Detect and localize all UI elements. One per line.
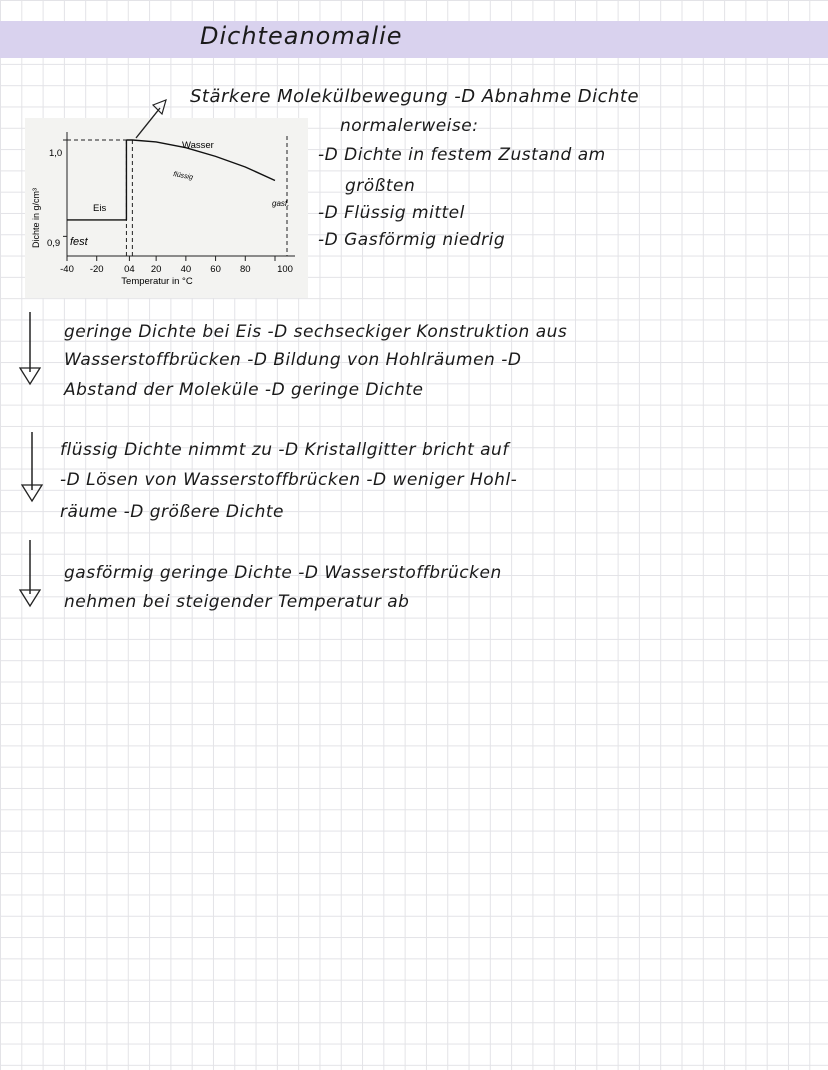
note-line-1: Stärkere Molekülbewegung -D Abnahme Dichte (190, 86, 640, 107)
para-2-line-3: räume -D größere Dichte (60, 502, 284, 522)
xtick-label-6: 80 (239, 264, 251, 275)
note-line-2: normalerweise: (340, 116, 479, 136)
xtick-label-0: -40 (60, 264, 74, 275)
label-fluessig: flüssig (172, 171, 194, 182)
xtick-label-5: 60 (210, 264, 221, 275)
para-1-line-3: Abstand der Moleküle -D geringe Dichte (64, 380, 424, 400)
label-eis: Eis (93, 203, 107, 214)
xtick-label-2: 04 (124, 264, 135, 275)
para-1-line-2: Wasserstoffbrücken -D Bildung von Hohlräumen -D (64, 350, 522, 370)
note-line-5: -D Flüssig mittel (318, 203, 465, 223)
xtick-label-4: 40 (180, 264, 192, 275)
para-3-line-1: gasförmig geringe Dichte -D Wasserstoffbrücken (64, 563, 502, 583)
ytick-1-0: 1,0 (49, 148, 63, 159)
note-line-3: -D Dichte in festem Zustand am (318, 145, 606, 165)
para-2-line-1: flüssig Dichte nimmt zu -D Kristallgitter bricht auf (60, 440, 509, 460)
chart-ylabel: Dichte in g/cm³ (31, 187, 41, 249)
chart-xlabel: Temperatur in °C (121, 276, 193, 287)
label-fest: fest (70, 236, 88, 248)
para-3-line-2: nehmen bei steigender Temperatur ab (64, 592, 410, 612)
label-gas: gasf. (272, 199, 290, 208)
note-line-6: -D Gasförmig niedrig (318, 230, 506, 250)
label-wasser: Wasser (182, 140, 214, 151)
xtick-label-1: -20 (89, 264, 104, 275)
note-line-4: größten (345, 176, 416, 196)
xtick-label-3: 20 (150, 264, 162, 275)
peak-arrow-head (153, 100, 166, 114)
xtick-label-7: 100 (277, 264, 293, 275)
peak-arrow (136, 108, 160, 138)
page-title: Dichteanomalie (200, 22, 403, 50)
para-1-line-1: geringe Dichte bei Eis -D sechseckiger Konstruktion aus (64, 322, 568, 342)
ytick-0-9: 0,9 (47, 238, 61, 249)
para-2-line-2: -D Lösen von Wasserstoffbrücken -D weniger Hohl- (60, 470, 518, 490)
